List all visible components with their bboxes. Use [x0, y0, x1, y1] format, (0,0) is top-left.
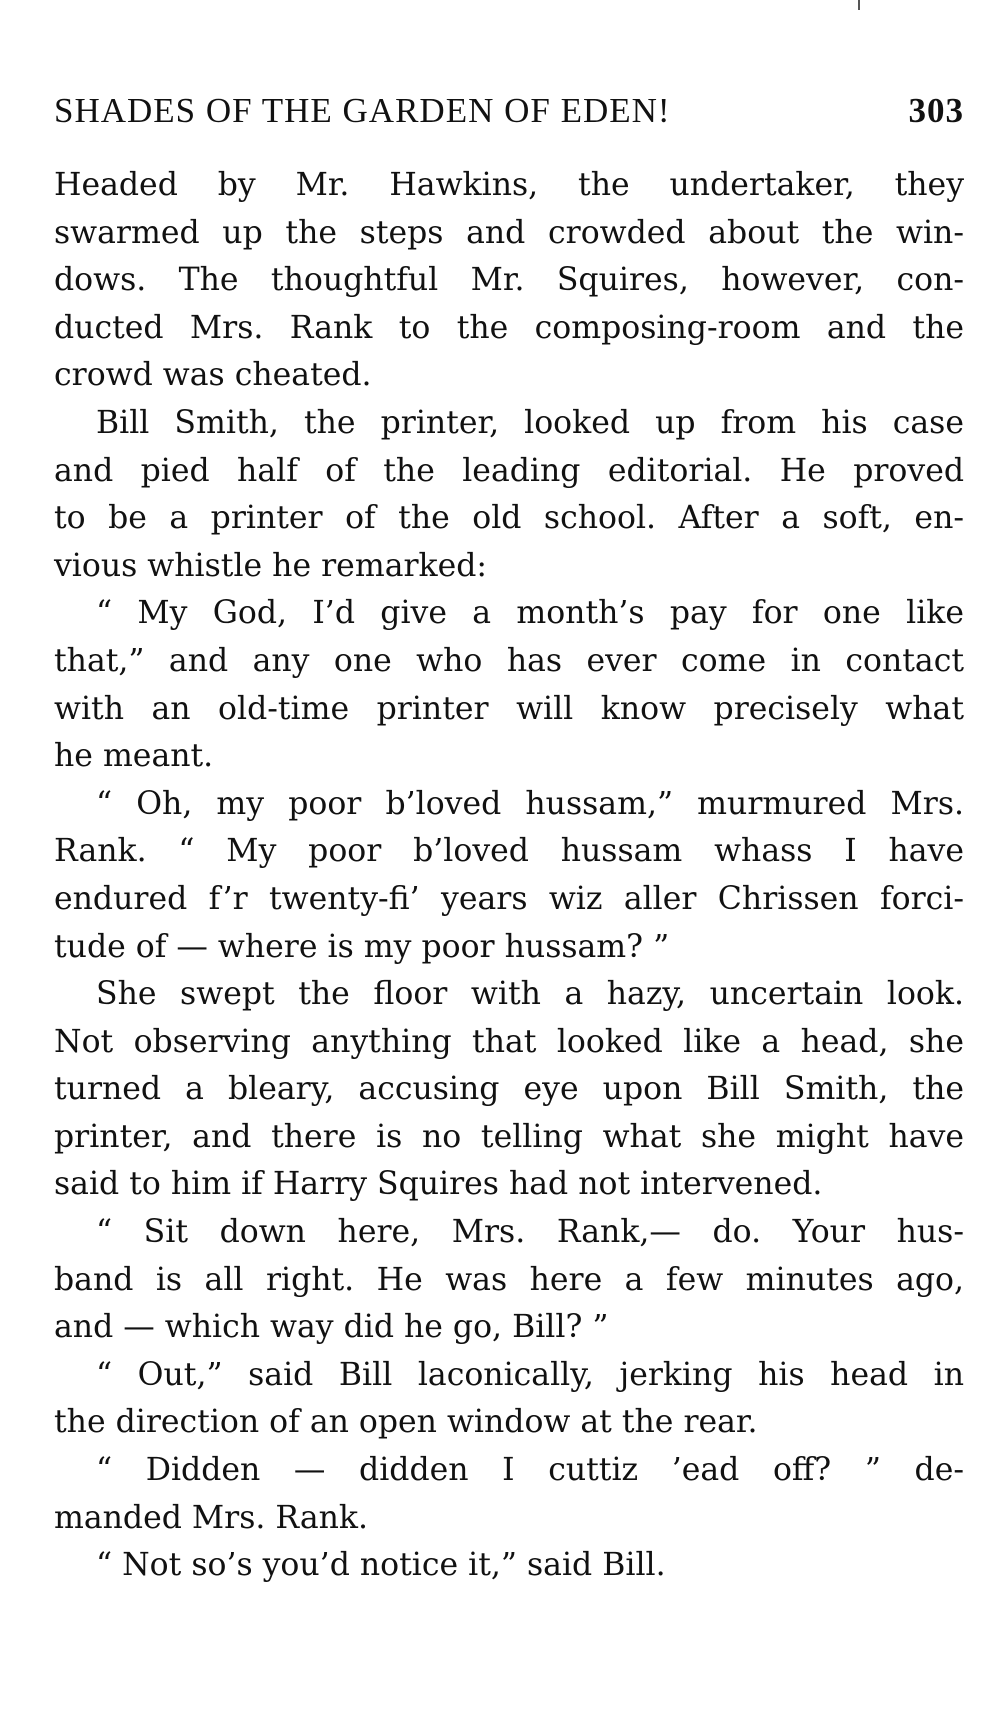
text-line: Bill Smith, the printer, looked up from his case: [96, 404, 964, 441]
text-line: vious whistle he remarked:: [54, 547, 488, 584]
text-line: “ Out,” said Bill laconically, jerking his head in: [96, 1356, 964, 1393]
text-line: the direction of an open window at the rear.: [54, 1404, 758, 1441]
body-text: [54, 162, 964, 1590]
text-line: he meant.: [54, 738, 214, 775]
text-line: printer, and there is no telling what she might have: [54, 1118, 964, 1155]
text-line: and — which way did he go, Bill? ”: [54, 1309, 609, 1346]
text-line: band is all right. He was here a few minutes ago,: [54, 1261, 964, 1298]
text-line: “ Not so’s you’d notice it,” said Bill.: [96, 1547, 666, 1584]
text-line: She swept the floor with a hazy, uncertain look.: [96, 976, 964, 1013]
text-line: crowd was cheated.: [54, 357, 372, 394]
text-line: Rank. “ My poor b’loved hussam whass I have: [54, 833, 964, 870]
text-line: that,” and any one who has ever come in contact: [54, 642, 964, 679]
text-line: “ Sit down here, Mrs. Rank,— do. Your hus-: [96, 1214, 964, 1251]
text-line: manded Mrs. Rank.: [54, 1499, 369, 1536]
text-line: said to him if Harry Squires had not intervened.: [54, 1166, 823, 1203]
text-line: dows. The thoughtful Mr. Squires, however, con-: [54, 262, 964, 299]
page-number: 303: [908, 91, 964, 130]
text-line: endured f’r twenty-fi’ years wiz aller Chrissen forci-: [54, 880, 964, 917]
text-line: tude of — where is my poor hussam? ”: [54, 928, 670, 965]
text-line: with an old-time printer will know precisely what: [54, 690, 964, 727]
text-line: Headed by Mr. Hawkins, the undertaker, they: [54, 167, 964, 203]
text-line: “ My God, I’d give a month’s pay for one like: [96, 595, 964, 632]
text-line: “ Oh, my poor b’loved hussam,” murmured Mrs.: [96, 785, 964, 822]
running-head: [54, 86, 964, 136]
running-title: SHADES OF THE GARDEN OF EDEN!: [54, 91, 671, 130]
text-line: ducted Mrs. Rank to the composing-room and the: [54, 309, 964, 346]
text-line: Not observing anything that looked like a head, she: [54, 1023, 964, 1060]
text-line: and pied half of the leading editorial. He proved: [54, 452, 964, 489]
page-edge-mark: [858, 0, 860, 10]
text-line: “ Didden — didden I cuttiz ’ead off? ” de-: [96, 1452, 964, 1489]
text-line: turned a bleary, accusing eye upon Bill Smith, the: [54, 1071, 964, 1108]
text-line: swarmed up the steps and crowded about the win-: [54, 214, 964, 251]
text-line: to be a printer of the old school. After a soft, en-: [54, 500, 964, 537]
